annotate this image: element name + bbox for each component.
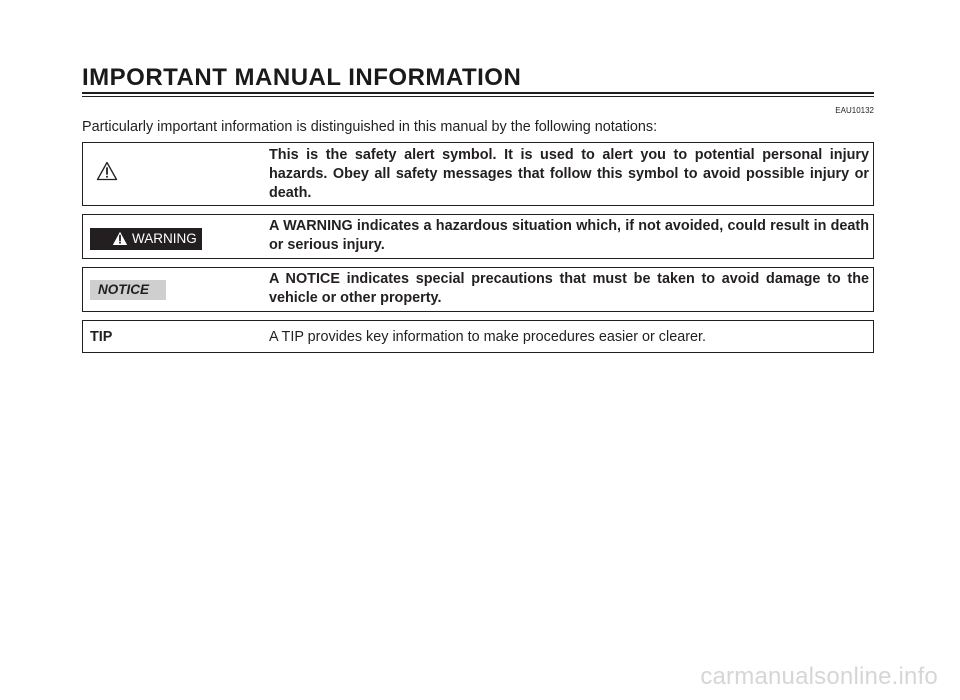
title-underline-thin — [82, 96, 874, 97]
warning-description: A WARNING indicates a hazardous situation which, if not avoided, could result in death or serious injury. — [269, 218, 869, 253]
page-title: IMPORTANT MANUAL INFORMATION — [82, 64, 522, 91]
warning-row — [82, 214, 874, 259]
notice-label-cell — [83, 268, 269, 311]
warning-badge — [90, 228, 202, 250]
tip-label: TIP — [90, 329, 113, 345]
watermark: carmanualsonline.info — [700, 663, 938, 690]
warning-label-cell — [83, 215, 269, 258]
warning-label: WARNING — [132, 231, 197, 246]
document-code: EAU10132 — [835, 106, 874, 115]
safety-alert-icon — [96, 161, 118, 181]
tip-description: A TIP provides key information to make procedures easier or clearer. — [269, 329, 706, 345]
notice-badge: NOTICE — [90, 280, 166, 300]
safety-alert-label-cell — [83, 143, 269, 205]
exclamation-triangle-icon — [112, 231, 128, 246]
notice-row — [82, 267, 874, 312]
tip-row — [82, 320, 874, 353]
title-underline — [82, 92, 874, 94]
notice-description: A NOTICE indicates special precautions that must be taken to avoid damage to the vehicle or other property. — [269, 271, 869, 306]
safety-alert-row — [82, 142, 874, 206]
intro-text: Particularly important information is distinguished in this manual by the following notations: — [82, 119, 658, 135]
tip-label-cell — [83, 321, 269, 352]
safety-alert-description: This is the safety alert symbol. It is used to alert you to potential personal injury hazards. Obey all safety messages that follow this symbol to avoid possible injury or death. — [269, 147, 869, 201]
